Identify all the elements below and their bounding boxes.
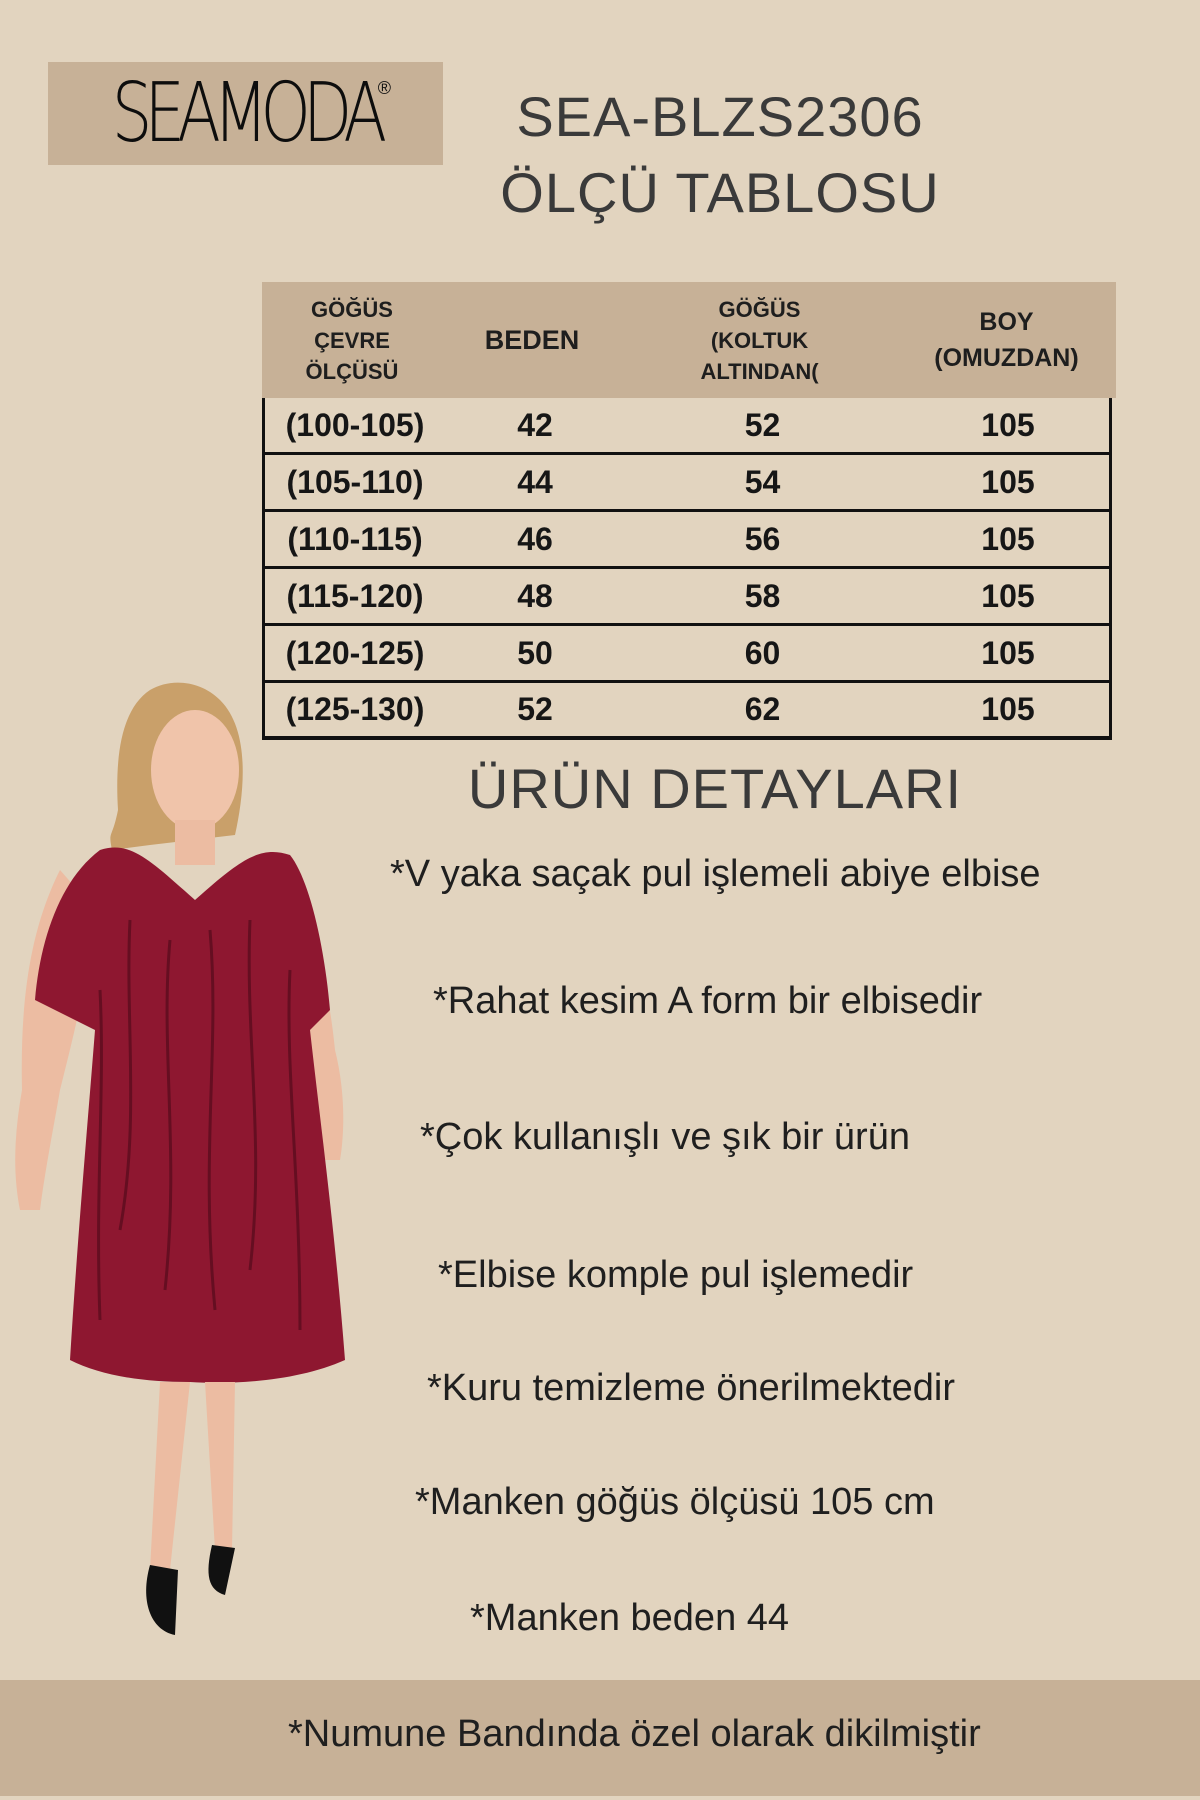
detail-item: *Manken göğüs ölçüsü 105 cm	[415, 1481, 935, 1523]
table-cell: (100-105)	[285, 406, 425, 443]
header-line: ÇEVRE	[314, 327, 390, 353]
table-body	[262, 398, 1112, 740]
table-row	[265, 569, 1109, 626]
header-line: ÖLÇÜSÜ	[305, 358, 399, 384]
table-cell: 52	[517, 691, 553, 727]
model-photo	[0, 670, 370, 1710]
table-row	[265, 512, 1109, 569]
registered-mark: ®	[377, 78, 391, 98]
column-header-chest-underarm	[622, 294, 897, 387]
model-legs	[150, 1382, 235, 1570]
detail-item: *Elbise komple pul işlemedir	[438, 1254, 914, 1296]
model-neck	[175, 820, 215, 865]
table-cell: 54	[744, 463, 781, 500]
table-cell: 56	[744, 520, 781, 557]
size-table	[262, 282, 1116, 740]
table-cell: (110-115)	[287, 520, 423, 557]
table-cell: (120-125)	[285, 634, 425, 671]
header-line: (OMUZDAN)	[934, 344, 1079, 372]
table-row	[265, 398, 1109, 455]
brand-logo-text: SEAMODA	[111, 65, 380, 161]
column-header-chest-circumference	[262, 294, 442, 387]
model-face	[151, 710, 239, 830]
table-cell: 105	[981, 577, 1035, 614]
table-cell: 105	[981, 691, 1035, 727]
table-cell: 42	[517, 406, 553, 443]
table-cell: 105	[981, 634, 1035, 671]
table-cell: (105-110)	[286, 463, 424, 500]
table-cell: 105	[981, 406, 1035, 443]
detail-item: *Rahat kesim A form bir elbisedir	[433, 980, 983, 1022]
table-row	[265, 683, 1109, 740]
column-header-length	[897, 304, 1116, 376]
table-cell: 62	[744, 691, 781, 727]
table-cell: 58	[744, 577, 781, 614]
table-cell: (125-130)	[285, 691, 425, 727]
header-line: (KOLTUK	[710, 327, 809, 353]
header-line: ALTINDAN(	[700, 358, 819, 384]
header-line: GÖĞÜS	[311, 296, 393, 322]
table-cell: 52	[744, 406, 781, 443]
header-line: BEDEN	[484, 324, 580, 355]
size-chart-title: ÖLÇÜ TABLOSU	[500, 161, 940, 224]
table-cell: 44	[517, 463, 553, 500]
column-header-size	[442, 325, 622, 356]
table-cell: (115-120)	[286, 577, 424, 614]
footer-note: *Numune Bandında özel olarak dikilmiştir	[288, 1713, 981, 1755]
detail-item: *Kuru temizleme önerilmektedir	[427, 1367, 955, 1409]
brand-logo	[48, 62, 443, 165]
table-cell: 105	[981, 520, 1035, 557]
header-line: GÖĞÜS	[718, 296, 801, 322]
detail-item: *V yaka saçak pul işlemeli abiye elbise	[390, 853, 1041, 895]
table-cell: 50	[517, 634, 553, 671]
details-title: ÜRÜN DETAYLARI	[467, 757, 963, 820]
detail-item: *Çok kullanışlı ve şık bir ürün	[420, 1116, 910, 1158]
detail-item: *Manken beden 44	[470, 1597, 790, 1639]
product-code: SEA-BLZS2306	[516, 85, 924, 148]
table-cell: 105	[981, 463, 1035, 500]
header-line: BOY	[979, 308, 1034, 336]
table-cell: 48	[517, 577, 553, 614]
table-cell: 60	[744, 634, 781, 671]
table-header	[262, 282, 1116, 398]
table-row	[265, 455, 1109, 512]
table-cell: 46	[517, 520, 553, 557]
table-row	[265, 626, 1109, 683]
